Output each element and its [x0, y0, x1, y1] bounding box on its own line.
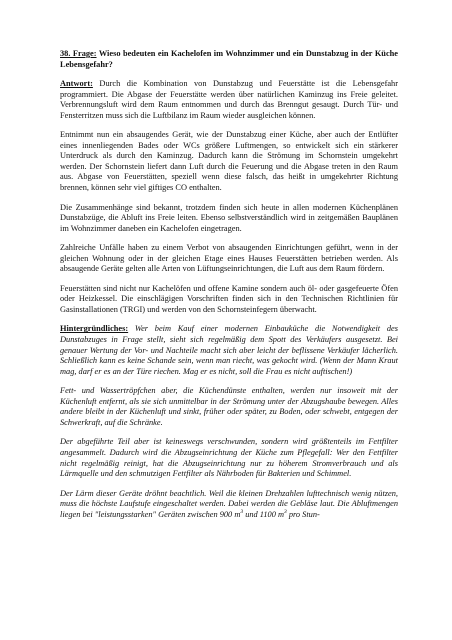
- background-label: Hintergründliches:: [60, 324, 129, 334]
- question-heading: [60, 49, 398, 70]
- body-paragraph-unterdruck: Entnimmt nun ein absaugendes Gerät, wie der Dunstabzug einer Küche, aber auch der Entlüfter eines innenliegenden Bades oder WCs größere Luftmengen, so entwickelt sich ein stärkerer Unterdruck als durch den Kaminzug. Dadurch kann die Strömung im Schornstein umgekehrt werden. Der Schornstein liefert dann Luft durch die Feuerung und die Abgase treten in den Raum aus. Abgase von Feuerstätten, speziell wenn diese falsch, das heißt in umgekehrter Richtung brennen, können sehr viel giftiges CO enthalten.: [60, 130, 398, 193]
- cubic-unit-superscript: 3: [240, 508, 244, 515]
- document-page: [60, 49, 398, 529]
- answer-label: Antwort:: [60, 79, 93, 89]
- background-text: Wer beim Kauf einer modernen Einbauküche die Notwendigkeit des Dunstabzuges in Frage stellt, sieht sich regelmäßig dem Spott des Verkäufers ausgesetzt. Bei genauer Wertung der Vor- und Nachteile macht sich aber leicht der beflissene Verkäufer lächerlich. Schließlich kann es keine Schande sein, wenn man riecht, was gekocht wird. (Wenn der Mann Kraut mag, darf er es an der Türe riechen. Mag er es nicht, soll die Frau es nicht auftischen!): [60, 324, 398, 376]
- italic-paragraph-laerm: [60, 489, 398, 521]
- laerm-text-part2: und 1100 m: [243, 509, 284, 519]
- background-paragraph: [60, 324, 398, 377]
- italic-paragraph-fettfilter: Der abgeführte Teil aber ist keineswegs verschwunden, sondern wird größtenteils im Fettfilter angesammelt. Dadurch wird die Abzugseinrichtung der Küche zum Pflegefall: Wer den Fettfilter nicht regelmäßig reinigt, hat die Abzugseinrichtung nur zu höherem Stromverbrauch und als Lärmquelle und den schmutzigen Fettfilter als Nährboden für Bakterien und Schimmel.: [60, 437, 398, 479]
- question-text: Wieso bedeuten ein Kachelofen im Wohnzimmer und ein Dunstabzug in der Küche Lebensgefahr?: [60, 49, 398, 69]
- answer-text: Durch die Kombination von Dunstabzug und Feuerstätte ist die Lebensgefahr programmiert. Die Abgase der Feuerstätte werden über natürlichen Kaminzug ins Freie geleitet. Verbrennungsluft wird dem Raum entnommen und durch das Brenngut gesaugt. Durch Tür- und Fensterritzen muss sich die Luftbilanz im Raum wieder ausgleichen können.: [60, 79, 398, 120]
- italic-paragraph-fett: Fett- und Wassertröpfchen aber, die Küchendünste enthalten, werden nur insoweit mit der Küchenluft entfernt, als sie sich unmittelbar in der Strömung unter der Abzugshaube bewegen. Alles andere bleibt in der Küchenluft und sinkt, früher oder später, zu Boden, oder schwebt, entgegen der Schwerkraft, auf die Schränke.: [60, 386, 398, 427]
- question-number-label: 38. Frage:: [60, 49, 97, 58]
- body-paragraph-feuerstaetten: Feuerstätten sind nicht nur Kachelöfen und offene Kamine sondern auch öl- oder gasgefeuerte Öfen oder Heizkessel. Die einschlägigen Vorschriften finden sich in den Technischen Richtlinien für Gasinstallationen (TRGI) und werden von den Schornsteinfegern überwacht.: [60, 283, 398, 314]
- cubic-unit-superscript: 3: [283, 508, 287, 515]
- body-paragraph-zusammenhaenge: Die Zusammenhänge sind bekannt, trotzdem finden sich heute in allen modernen Küchenplänen Dunstabzüge, die Abluft ins Freie leiten. Ebenso selbstverständlich wird in zeitgemäßen Bauplänen im Wohnzimmer daneben ein Kachelofen eingetragen.: [60, 202, 398, 233]
- laerm-text-part3: pro Stun-: [286, 509, 320, 519]
- answer-paragraph: [60, 79, 398, 121]
- laerm-text-part1: Der Lärm dieser Geräte dröhnt beachtlich. Weil die kleinen Drehzahlen lufttechnisch wenig nützen, muss die höchste Laufstufe eingeschaltet werden. Dabei werden die Gebläse laut. Die Abluftmengen liegen bei "leistungsstarken" Geräten zwischen 900 m: [60, 488, 398, 519]
- body-paragraph-unfaelle: Zahlreiche Unfälle haben zu einem Verbot von absaugenden Einrichtungen geführt, wenn in der gleichen Wohnung oder in der gleichen Etage eines Hauses Feuerstätten betrieben werden. Als absaugende Geräte gelten alle Arten von Lüftungseinrichtungen, die Luft aus dem Raum fördern.: [60, 243, 398, 274]
